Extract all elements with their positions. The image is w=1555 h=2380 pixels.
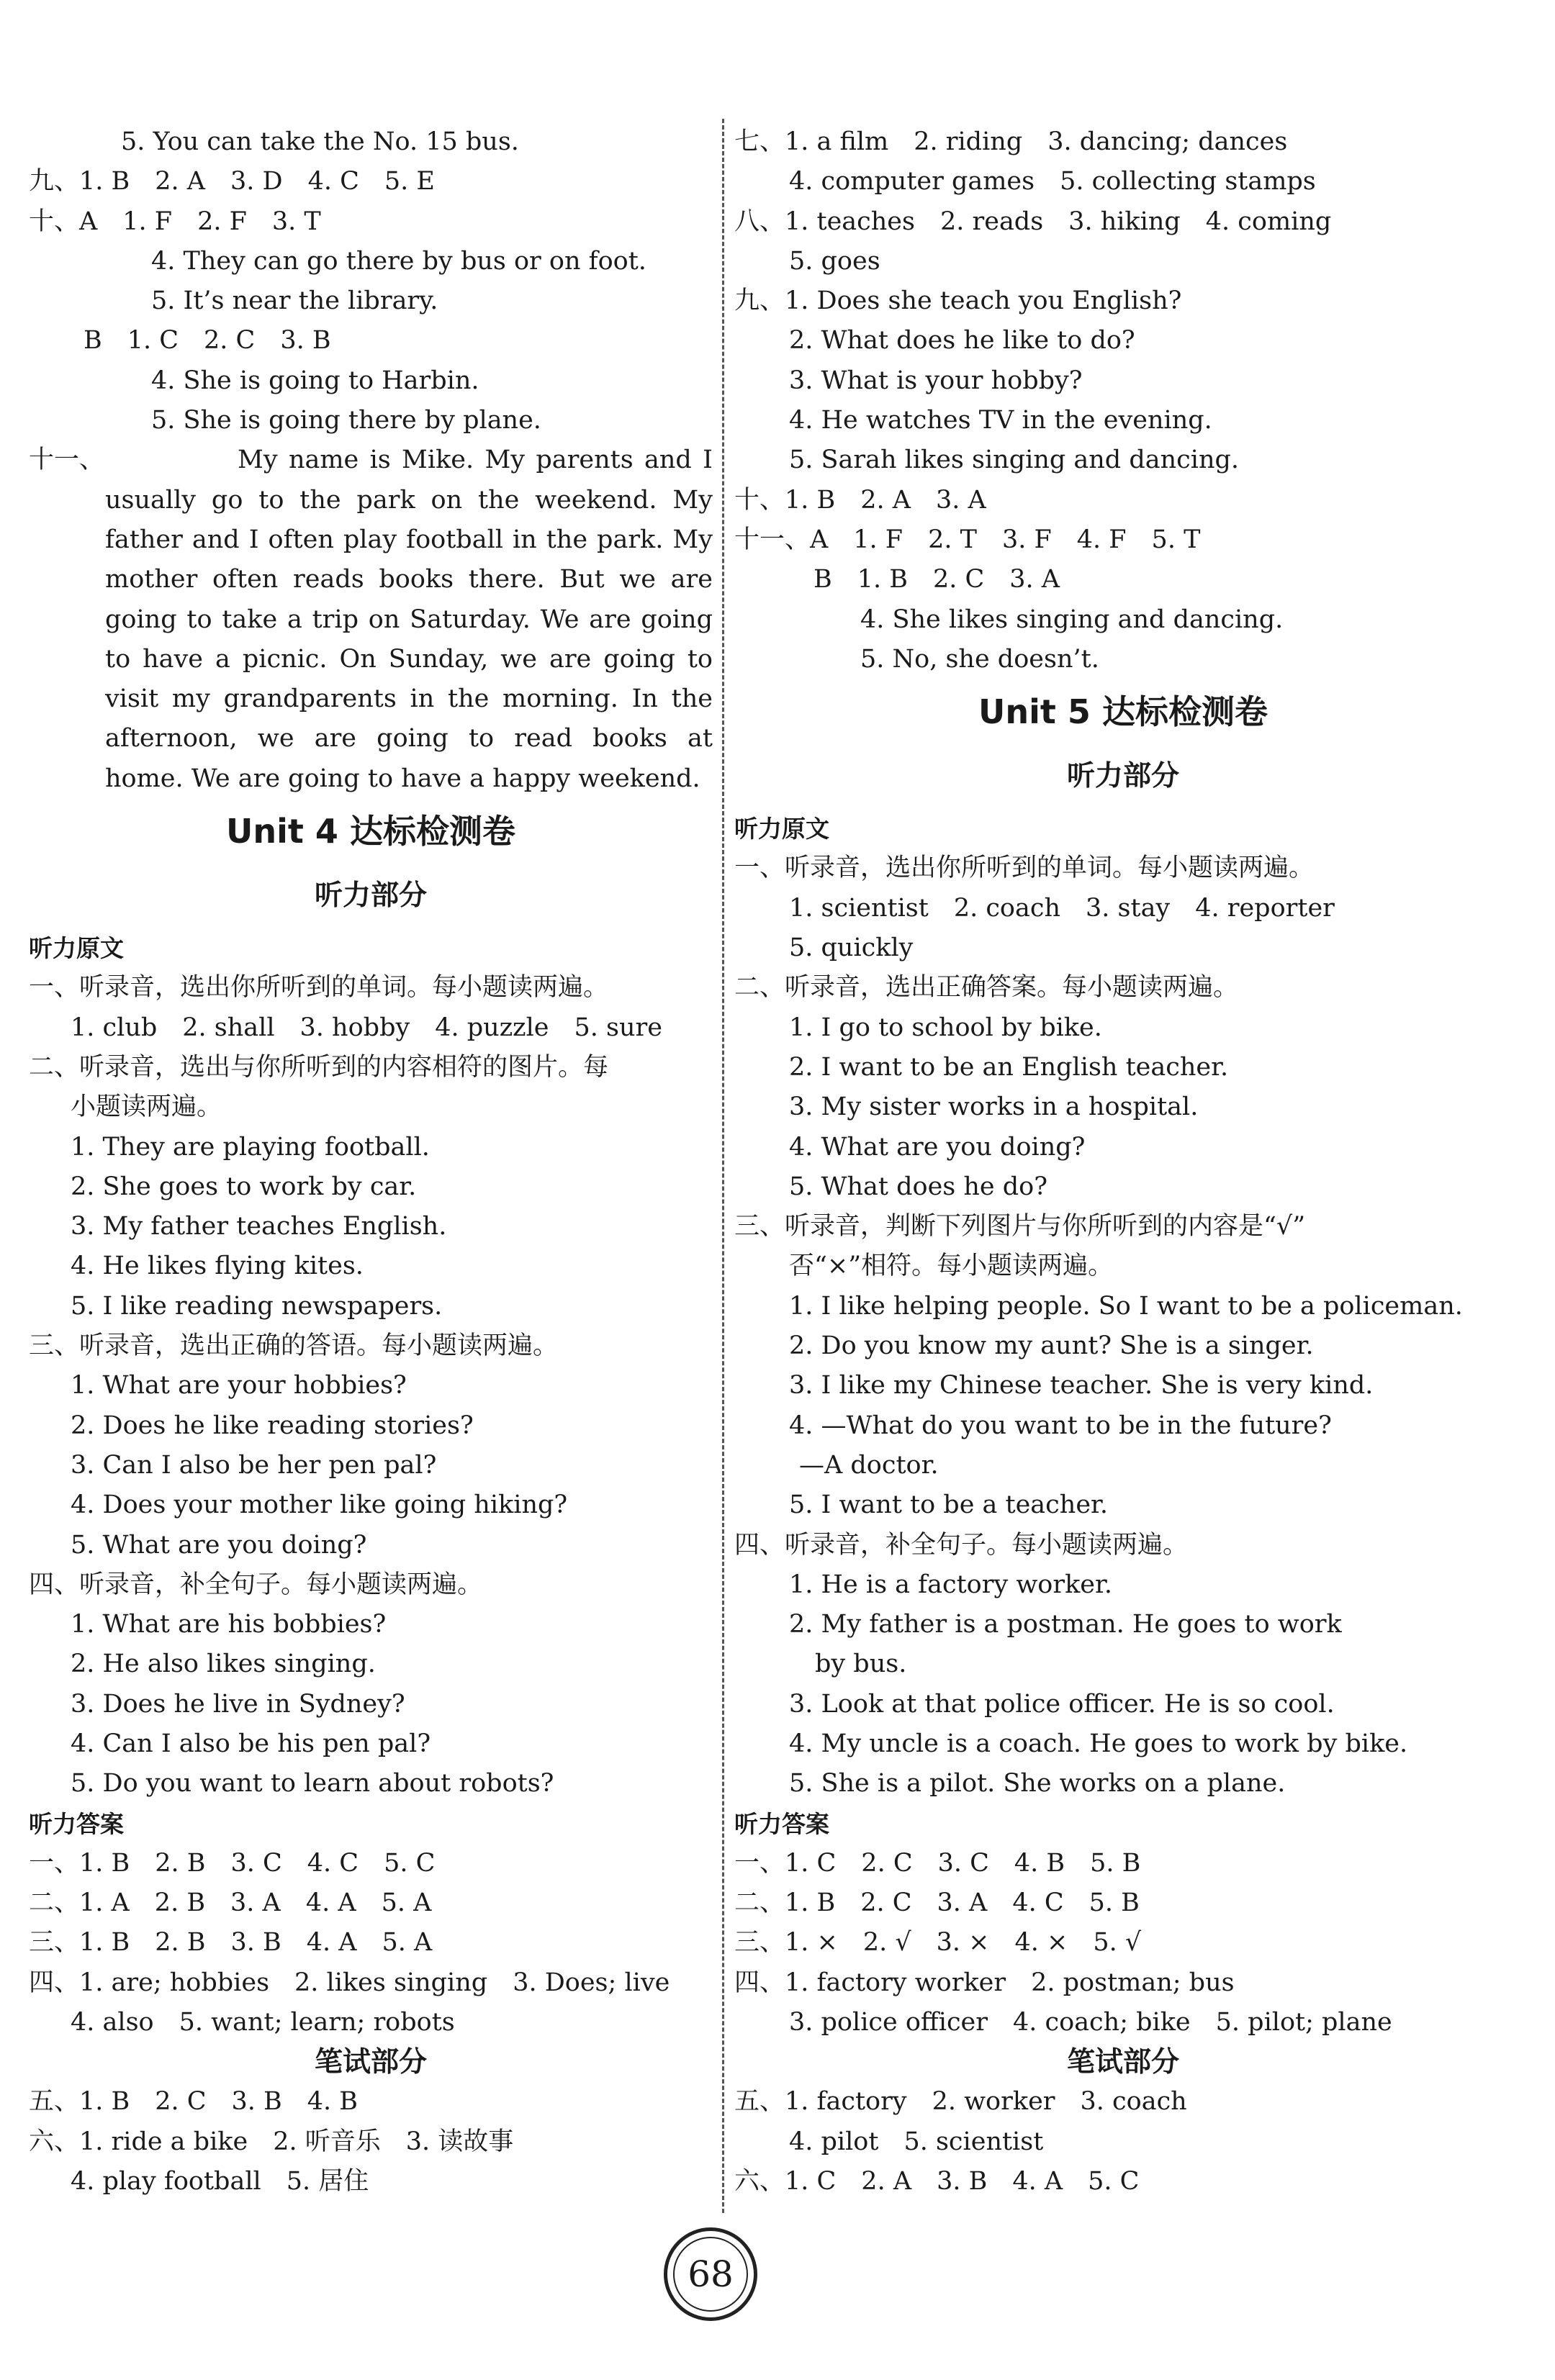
answer-line: 4. play football 5. 居住: [71, 2166, 369, 2196]
answer-line: 4. computer games 5. collecting stamps: [789, 167, 1316, 196]
script-line: 5. She is a pilot. She works on a plane.: [789, 1769, 1286, 1798]
question-heading: 二、听录音，选出与你所听到的内容相符的图片。每: [29, 1052, 609, 1082]
answer-line: 五、1. B 2. C 3. B 4. B: [29, 2087, 359, 2117]
unit4-written-heading: 笔试部分: [314, 2046, 427, 2079]
answer-line: B 1. C 2. C 3. B: [84, 326, 331, 356]
script-line: 2. My father is a postman. He goes to work: [789, 1610, 1342, 1639]
script-line: 3. My sister works in a hospital.: [789, 1092, 1199, 1122]
script-line: 3. My father teaches English.: [71, 1212, 447, 1241]
script-line: 3. Look at that police officer. He is so cool.: [789, 1689, 1335, 1719]
essay-number: 十一、: [29, 445, 105, 475]
answer-line: 七、1. a film 2. riding 3. dancing; dances: [734, 127, 1288, 156]
answer-line: 4. She likes singing and dancing.: [860, 605, 1284, 634]
question-heading: 一、听录音，选出你所听到的单词。每小题读两遍。: [29, 973, 609, 1003]
answer-line: 5. You can take the No. 15 bus.: [121, 127, 519, 156]
answer-line: 2. What does he like to do?: [789, 326, 1135, 356]
essay-text: My name is Mike. My parents and I usually go to the park on the weekend. My father and I often play football in the park. My mother often reads books there. But we are going to take a trip on Saturday. We are going to have a picnic. On Sunday, we are going to visit my grandparents in the morning. In the afternoon, we are going to read books at home. We are going to have a happy weekend.: [105, 445, 713, 793]
answer-line: 5. goes: [789, 246, 880, 276]
answer-line: 一、1. B 2. B 3. C 4. C 5. C: [29, 1848, 436, 1878]
answer-line: 5. She is going there by plane.: [151, 406, 541, 435]
answer-line: 4. pilot 5. scientist: [789, 2127, 1044, 2156]
script-line: 4. —What do you want to be in the future?: [789, 1411, 1332, 1440]
answer-line: 二、1. A 2. B 3. A 4. A 5. A: [29, 1888, 432, 1918]
answer-line: 三、1. B 2. B 3. B 4. A 5. A: [29, 1928, 433, 1958]
unit5-answers-label: 听力答案: [734, 1809, 829, 1838]
unit5-written-heading: 笔试部分: [1066, 2046, 1179, 2079]
script-line: 1. He is a factory worker.: [789, 1570, 1113, 1599]
answer-line: 4. She is going to Harbin.: [151, 366, 479, 395]
script-line: 5. Do you want to learn about robots?: [71, 1769, 554, 1798]
answer-line: 十一、A 1. F 2. T 3. F 4. F 5. T: [734, 525, 1201, 554]
question-heading: 三、听录音，判断下列图片与你所听到的内容是“√”: [734, 1212, 1306, 1241]
answer-line: B 1. B 2. C 3. A: [813, 565, 1060, 594]
answer-line: 十、1. B 2. A 3. A: [734, 485, 986, 515]
script-line: 5. quickly: [789, 933, 914, 963]
script-line: 1. They are playing football.: [71, 1132, 430, 1162]
question-heading: 四、听录音，补全句子。每小题读两遍。: [734, 1530, 1189, 1560]
answer-line: 5. No, she doesn’t.: [860, 644, 1099, 674]
page-number-badge: [664, 2227, 757, 2321]
unit5-title: Unit 5 达标检测卷: [978, 692, 1268, 732]
answer-line: 八、1. teaches 2. reads 3. hiking 4. coming: [734, 207, 1332, 236]
answer-line: 二、1. B 2. C 3. A 4. C 5. B: [734, 1888, 1140, 1918]
script-line: 5. What are you doing?: [71, 1530, 367, 1560]
script-line: 1. I like helping people. So I want to be a policeman.: [789, 1291, 1463, 1321]
script-line: 4. What are you doing?: [789, 1132, 1086, 1162]
script-line: 1. What are his bobbies?: [71, 1610, 387, 1639]
question-heading: 小题读两遍。: [71, 1092, 222, 1122]
answer-line: 四、1. are; hobbies 2. likes singing 3. Does; live: [29, 1968, 670, 1997]
answer-line: 3. police officer 4. coach; bike 5. pilot; plane: [789, 2008, 1392, 2037]
script-line: 4. Does your mother like going hiking?: [71, 1490, 568, 1520]
unit4-title: Unit 4 达标检测卷: [226, 812, 515, 851]
left-column: [29, 122, 713, 2202]
script-line: 1. club 2. shall 3. hobby 4. puzzle 5. sure: [71, 1013, 662, 1042]
script-line: —A doctor.: [799, 1450, 939, 1480]
answer-line: 九、1. Does she teach you English?: [734, 286, 1182, 316]
unit4-answers-label: 听力答案: [29, 1809, 124, 1838]
question-heading: 否“×”相符。每小题读两遍。: [789, 1252, 1114, 1281]
script-line: 2. Do you know my aunt? She is a singer.: [789, 1331, 1314, 1361]
answer-line: 5. It’s near the library.: [151, 286, 438, 316]
script-line: 1. scientist 2. coach 3. stay 4. reporter: [789, 893, 1335, 923]
right-column: [734, 122, 1512, 2202]
answer-line: 4. They can go there by bus or on foot.: [151, 246, 646, 276]
unit5-script-label: 听力原文: [734, 815, 829, 843]
answer-line: 四、1. factory worker 2. postman; bus: [734, 1968, 1235, 1997]
answer-line: 十、A 1. F 2. F 3. T: [29, 207, 321, 236]
answer-line: 六、1. ride a bike 2. 听音乐 3. 读故事: [29, 2127, 514, 2156]
script-line: 2. He also likes singing.: [71, 1650, 376, 1679]
script-line: 5. What does he do?: [789, 1172, 1047, 1201]
script-line: 1. I go to school by bike.: [789, 1013, 1102, 1042]
script-line: by bus.: [815, 1650, 907, 1679]
script-line: 5. I like reading newspapers.: [71, 1291, 443, 1321]
essay-block: [29, 440, 713, 799]
answer-line: 4. also 5. want; learn; robots: [71, 2008, 455, 2037]
question-heading: 二、听录音，选出正确答案。每小题读两遍。: [734, 973, 1239, 1003]
question-heading: 三、听录音，选出正确的答语。每小题读两遍。: [29, 1331, 559, 1361]
unit4-listening-heading: 听力部分: [314, 879, 427, 913]
script-line: 4. He likes flying kites.: [71, 1252, 364, 1281]
script-line: 1. What are your hobbies?: [71, 1371, 407, 1401]
script-line: 2. I want to be an English teacher.: [789, 1052, 1229, 1082]
script-line: 5. I want to be a teacher.: [789, 1490, 1109, 1520]
column-divider: [722, 119, 724, 2213]
answer-line: 3. What is your hobby?: [789, 366, 1083, 395]
answer-line: 六、1. C 2. A 3. B 4. A 5. C: [734, 2166, 1140, 2196]
script-line: 3. I like my Chinese teacher. She is very kind.: [789, 1371, 1374, 1401]
unit4-script-label: 听力原文: [29, 934, 124, 963]
script-line: 3. Does he live in Sydney?: [71, 1689, 405, 1719]
unit5-listening-heading: 听力部分: [1066, 760, 1179, 793]
answer-line: 三、1. × 2. √ 3. × 4. × 5. √: [734, 1928, 1142, 1958]
answer-line: 5. Sarah likes singing and dancing.: [789, 445, 1240, 475]
answer-line: 4. He watches TV in the evening.: [789, 406, 1212, 435]
script-line: 2. She goes to work by car.: [71, 1172, 417, 1201]
question-heading: 四、听录音，补全句子。每小题读两遍。: [29, 1570, 483, 1599]
answer-line: 五、1. factory 2. worker 3. coach: [734, 2087, 1187, 2117]
page-number: 68: [688, 2253, 734, 2295]
question-heading: 一、听录音，选出你所听到的单词。每小题读两遍。: [734, 854, 1315, 883]
script-line: 2. Does he like reading stories?: [71, 1411, 474, 1440]
answer-line: 九、1. B 2. A 3. D 4. C 5. E: [29, 167, 435, 196]
script-line: 4. My uncle is a coach. He goes to work by bike.: [789, 1729, 1408, 1758]
script-line: 4. Can I also be his pen pal?: [71, 1729, 431, 1758]
answer-line: 一、1. C 2. C 3. C 4. B 5. B: [734, 1848, 1141, 1878]
script-line: 3. Can I also be her pen pal?: [71, 1450, 437, 1480]
